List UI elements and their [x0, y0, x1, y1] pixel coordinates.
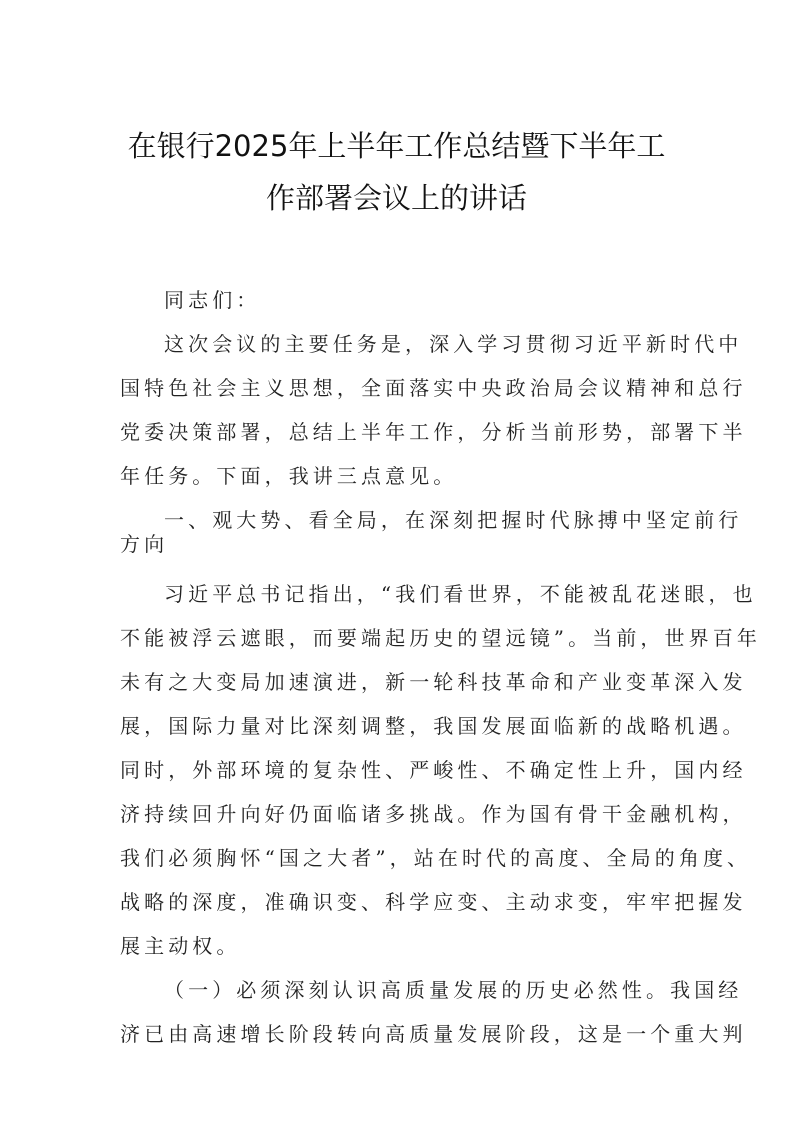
paragraph-line: 习近平总书记指出，“我们看世界，不能被乱花迷眼，也 [164, 582, 757, 606]
subsection-line: （一）必须深刻认识高质量发展的历史必然性。我国经 [164, 978, 743, 1002]
paragraph-line: 济已由高速增长阶段转向高质量发展阶段，这是一个重大判 [120, 1022, 747, 1046]
document-title-line-2: 作部署会议上的讲话 [265, 181, 527, 215]
paragraph-line: 这次会议的主要任务是，深入学习贯彻习近平新时代中 [164, 332, 743, 356]
paragraph-line: 济持续回升向好仍面临诸多挑战。作为国有骨干金融机构， [120, 802, 747, 826]
section-heading-line: 一、观大势、看全局，在深刻把握时代脉搏中坚定前行 [164, 508, 743, 532]
paragraph-line: 战略的深度，准确识变、科学应变、主动求变，牢牢把握发 [120, 890, 747, 914]
salutation: 同志们： [164, 288, 261, 312]
paragraph-line: 国特色社会主义思想，全面落实中央政治局会议精神和总行 [120, 376, 747, 400]
paragraph-line: 年任务。下面，我讲三点意见。 [120, 464, 458, 488]
paragraph-line: 我们必须胸怀“国之大者”，站在时代的高度、全局的角度、 [120, 846, 752, 870]
document-title-line-1: 在银行2025年上半年工作总结暨下半年工 [127, 129, 666, 163]
paragraph-line: 不能被浮云遮眼，而要端起历史的望远镜”。当前，世界百年 [120, 626, 761, 650]
paragraph-line: 未有之大变局加速演进，新一轮科技革命和产业变革深入发 [120, 670, 747, 694]
section-heading-line: 方向 [120, 532, 169, 556]
paragraph-line: 展主动权。 [120, 934, 241, 958]
paragraph-line: 展，国际力量对比深刻调整，我国发展面临新的战略机遇。 [120, 714, 747, 738]
paragraph-line: 党委决策部署，总结上半年工作，分析当前形势，部署下半 [120, 420, 747, 444]
paragraph-line: 同时，外部环境的复杂性、严峻性、不确定性上升，国内经 [120, 758, 747, 782]
